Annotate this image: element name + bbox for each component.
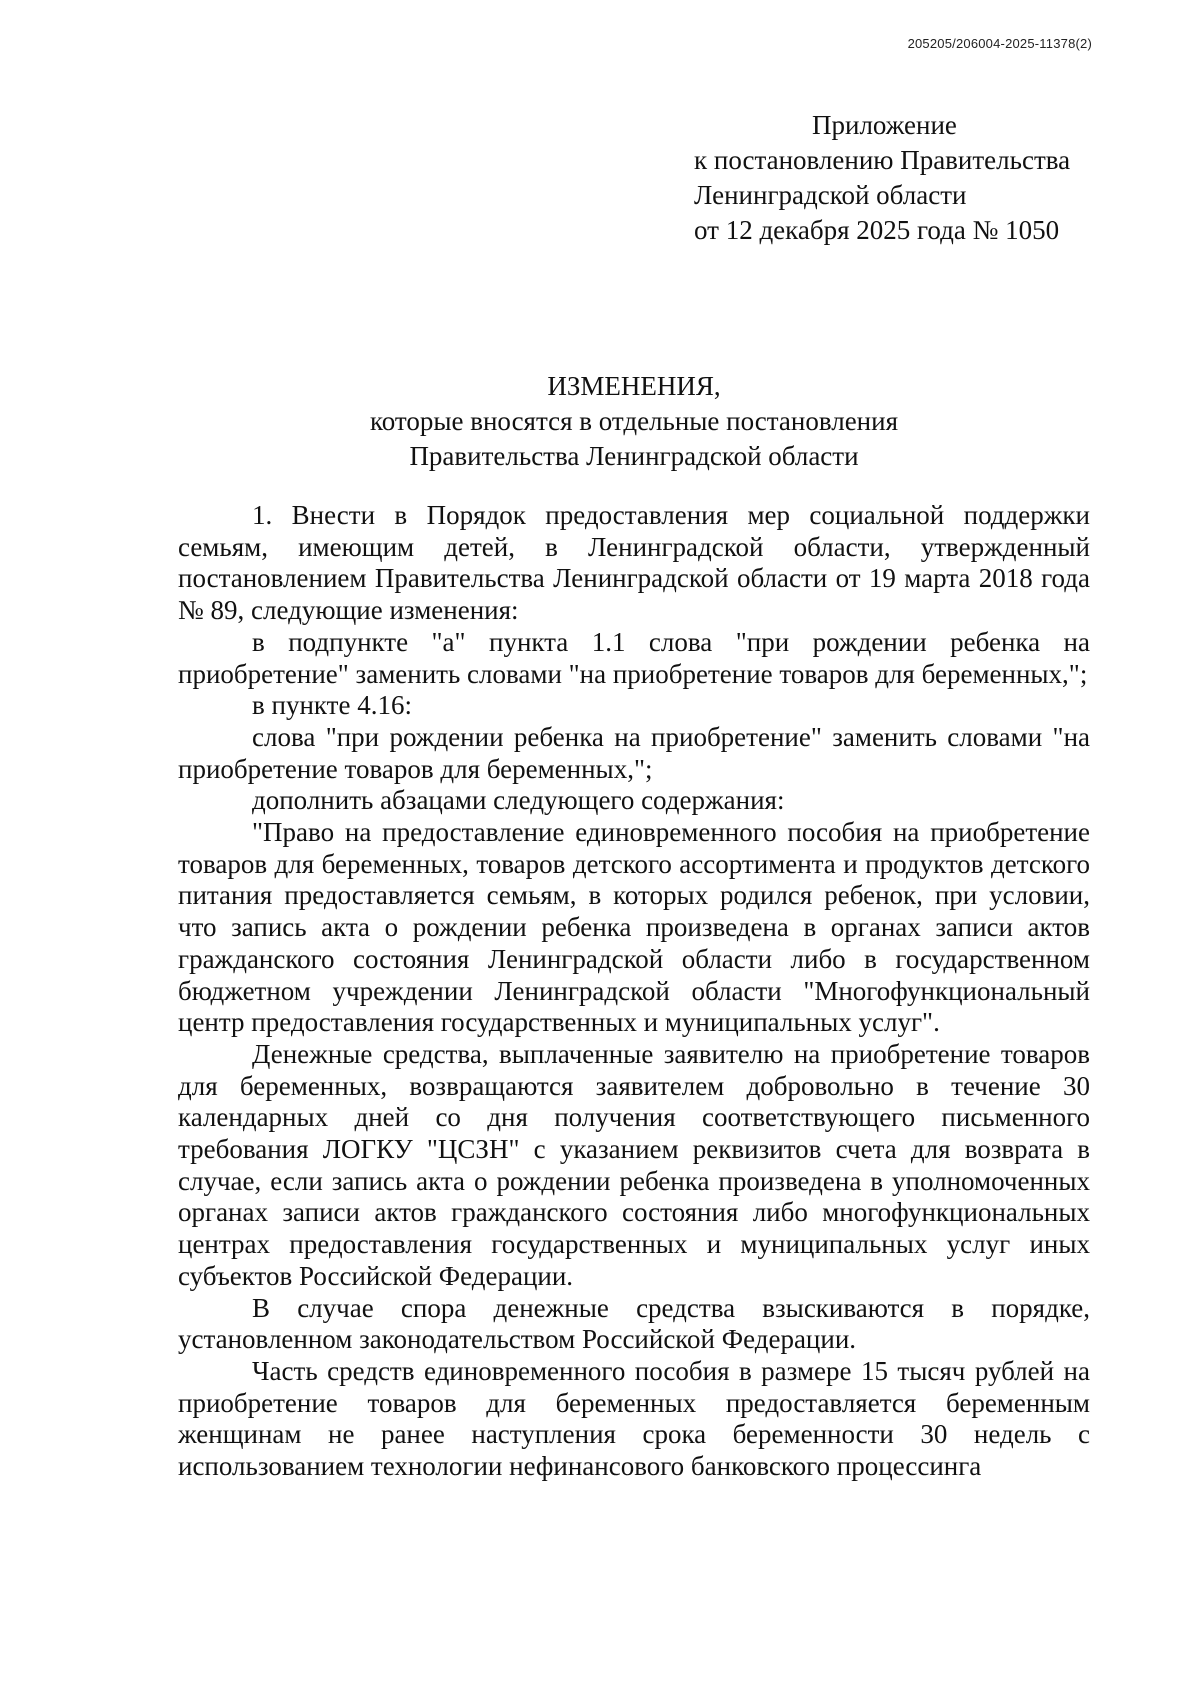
paragraph-right-to-benefit: "Право на предоставление единовременного пособия на приобретение товаров для беременных, товаров детского ассортимента и продуктов детского питания предоставляется семьям, в которых родился ребенок, при условии, что запись акта о рождении ребенка произведена в органах записи актов гражданского состояния Ленинградской области либо в государственном бюджетном учреждении Ленинградской области "Многофункциональный центр предоставления государственных и муниципальных услуг". <box>178 817 1090 1038</box>
appendix-label: Приложение <box>812 110 957 140</box>
appendix-resolution-line: к постановлению Правительства <box>694 145 1071 175</box>
paragraph-refund: Денежные средства, выплаченные заявителю на приобретение товаров для беременных, возвращаются заявителем добровольно в течение 30 календарных дней со дня получения соответствующего письменного требования ЛОГКУ "ЦСЗН" с указанием реквизитов счета для возврата в случае, если запись акта о рождении ребенка произведена в уполномоченных органах записи актов гражданского состояния либо многофункциональных центрах предоставления государственных и муниципальных услуг иных субъектов Российской Федерации. <box>178 1038 1090 1291</box>
paragraph-dispute: В случае спора денежные средства взыскиваются в порядке, установленном законодательством Российской Федерации. <box>178 1292 1090 1355</box>
document-title: ИЗМЕНЕНИЯ, <box>547 371 721 401</box>
paragraph-words-replace: слова "при рождении ребенка на приобретение" заменить словами "на приобретение товаров для беременных,"; <box>178 721 1090 784</box>
appendix-date-number-line: от 12 декабря 2025 года № 1050 <box>694 215 1060 245</box>
paragraph-subpoint-a: в подпункте "а" пункта 1.1 слова "при рождении ребенка на приобретение" заменить словами "на приобретение товаров для беременных,"; <box>178 626 1090 689</box>
appendix-block <box>694 108 1070 248</box>
appendix-region-line: Ленинградской области <box>694 180 967 210</box>
paragraph-add-abzats: дополнить абзацами следующего содержания: <box>252 785 785 816</box>
document-body <box>178 500 1090 1483</box>
document-subtitle-line-1: которые вносятся в отдельные постановления <box>369 406 899 436</box>
document-title-block <box>178 369 1090 474</box>
paragraph-point-4-16: в пункте 4.16: <box>252 690 412 721</box>
document-registration-number: 205205/206004-2025-11378(2) <box>907 36 1092 51</box>
paragraph-item-1: 1. Внести в Порядок предоставления мер социальной поддержки семьям, имеющим детей, в Ленинградской области, утвержденный постановлением Правительства Ленинградской области от 19 марта 2018 года № 89, следующие изменения: <box>178 500 1090 626</box>
paragraph-part-of-funds: Часть средств единовременного пособия в размере 15 тысяч рублей на приобретение товаров для беременных предоставляется беременным женщинам не ранее наступления срока беременности 30 недель с использованием технологии нефинансового банковского процессинга <box>178 1355 1090 1482</box>
document-subtitle-line-2: Правительства Ленинградской области <box>409 441 859 471</box>
